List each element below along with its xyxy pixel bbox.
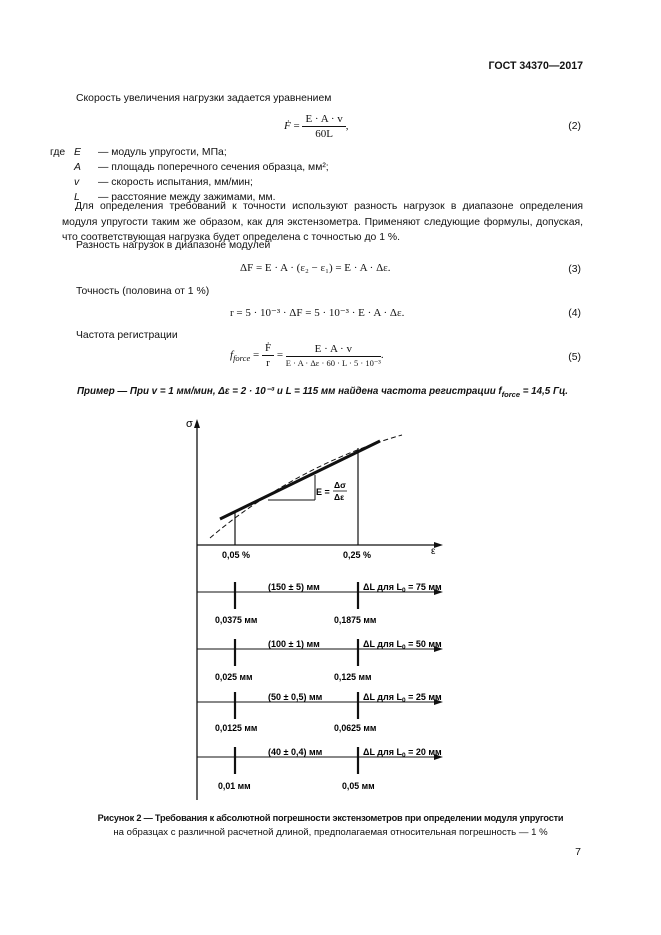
- eq5-lhs-sub: force: [233, 353, 251, 364]
- eq5-fraction-2: [286, 343, 381, 369]
- modulus-numerator: Δσ: [334, 480, 346, 490]
- stress-strain-curve: [210, 435, 402, 538]
- scale-range: (150 ± 5) мм: [268, 582, 320, 592]
- def-term: A: [74, 162, 81, 173]
- scale-range: (50 ± 0,5) мм: [268, 692, 323, 702]
- figure-2: [180, 415, 455, 810]
- x-mark-label-high: 0,25 %: [343, 550, 372, 560]
- eq5-number: (5): [568, 352, 581, 363]
- equation-2: Ḟ = $\frac{E \cdot A \cdot v}{60L}$ ,: [284, 113, 349, 140]
- x-axis-label: ε: [431, 546, 436, 557]
- def-term: L: [74, 192, 80, 203]
- x-mark-label-low: 0,05 %: [222, 550, 251, 560]
- scale-row: [197, 639, 443, 682]
- scale-row: [197, 692, 443, 733]
- y-axis-arrow: [194, 419, 200, 428]
- scale-right-value: 0,125 мм: [334, 672, 372, 682]
- eq5-denominator: E · A · Δε · 60 · L · 5 · 10⁻³: [285, 357, 381, 368]
- def-text: — скорость испытания, мм/мин;: [98, 177, 253, 188]
- eq2-fraction: [302, 113, 345, 140]
- def-term: v: [74, 177, 80, 188]
- def-row: [50, 160, 329, 175]
- scale-row: [197, 582, 443, 625]
- modulus-label: E =: [316, 487, 330, 497]
- equation-5: $f_{force}$ = $\frac{\text{Ḟ}}{r}$ = $\frac{E \cdot A \cdot v}{\text{E · A · Δε · 60 · L · 5 · 10⁻³}}$ .: [230, 342, 384, 369]
- def-text: — площадь поперечного сечения образца, мм²;: [98, 162, 329, 173]
- modulus-secant-line: [220, 441, 380, 519]
- scale-right-value: 0,1875 мм: [334, 615, 377, 625]
- y-axis-label: σ: [186, 418, 193, 430]
- scale-left-value: 0,0375 мм: [215, 615, 258, 625]
- paragraph-precision: Точность (половина от 1 %): [76, 286, 210, 297]
- scale-left-value: 0,025 мм: [215, 672, 253, 682]
- eq5-tail: .: [380, 349, 384, 362]
- example-body: Пример — При v = 1 мм/мин, Δε = 2 · 10⁻³ и L = 115 мм найдена частота регистрации f: [77, 386, 502, 397]
- paragraph-load-diff: Разность нагрузок в диапазоне модулей: [76, 240, 271, 251]
- def-term: E: [74, 147, 81, 158]
- modulus-denominator: Δε: [334, 492, 345, 502]
- scale-right-value: 0,05 мм: [342, 781, 375, 791]
- eq5-numerator: E · A · v: [286, 343, 381, 357]
- eq2-numerator: E · A · v: [302, 113, 345, 127]
- example-text: [77, 386, 568, 399]
- eq2-tail: ,: [345, 120, 349, 133]
- def-row: [50, 175, 329, 190]
- scale-left-value: 0,0125 мм: [215, 723, 258, 733]
- eq5-f1-denominator: r: [266, 357, 270, 369]
- example-sub: force: [501, 389, 521, 399]
- scale-dl: ΔL для $L_0 = 50$ мм: [363, 639, 442, 651]
- eq3-number: (3): [568, 264, 581, 275]
- scale-row: [197, 747, 443, 791]
- def-text: — расстояние между зажимами, мм.: [98, 192, 276, 203]
- paragraph-frequency: Частота регистрации: [76, 330, 178, 341]
- eq2-denominator: 60L: [315, 128, 333, 140]
- standard-header: ГОСТ 34370—2017: [488, 60, 583, 72]
- page-number: 7: [575, 846, 581, 858]
- eq5-f1-numerator: Ḟ: [262, 342, 274, 356]
- eq4-number: (4): [568, 308, 581, 319]
- defs-lead: где: [50, 147, 66, 158]
- equation-4: r = 5 · 10⁻³ · ΔF = 5 · 10⁻³ · E · A · Δε.: [230, 307, 405, 319]
- def-text: — модуль упругости, МПа;: [98, 147, 227, 158]
- eq2-number: (2): [568, 121, 581, 132]
- figure-caption-title: Рисунок 2 — Требования к абсолютной погрешности экстензометров при определении модуля упругости: [97, 813, 564, 823]
- eq2-lhs: Ḟ: [284, 120, 291, 133]
- scale-dl: ΔL для $L_0 = 20$ мм: [363, 747, 442, 759]
- intro-text: Скорость увеличения нагрузки задается уравнением: [76, 93, 332, 104]
- eq5-fraction-1: [262, 342, 274, 369]
- figure-caption-subtitle: на образцах с различной расчетной длиной, предполагаемая относительная погрешность — 1 %: [113, 827, 548, 838]
- scale-dl: ΔL для $L_0 = 25$ мм: [363, 692, 442, 704]
- scale-right-value: 0,0625 мм: [334, 723, 377, 733]
- scale-left-value: 0,01 мм: [218, 781, 251, 791]
- scale-range: (100 ± 1) мм: [268, 639, 320, 649]
- scale-dl: ΔL для $L_0 = 75$ мм: [363, 582, 442, 594]
- paragraph-accuracy: Для определения требований к точности используют разность нагрузок в диапазоне определения модуля упругости таким же образом, как для экстензометра. Применяют следующие формулы, допуская, что соответствующая нагрузка будет определена с точностью до 1 %.: [62, 201, 583, 243]
- definitions: [50, 145, 329, 205]
- example-tail: = 14,5 Гц.: [520, 386, 569, 397]
- equation-3: ΔF = E · A · (ε₂ − ε₁) = E · A · Δε.: [240, 262, 391, 274]
- scale-range: (40 ± 0,4) мм: [268, 747, 323, 757]
- eq5-lhs: f: [230, 349, 234, 362]
- def-row: [50, 145, 329, 160]
